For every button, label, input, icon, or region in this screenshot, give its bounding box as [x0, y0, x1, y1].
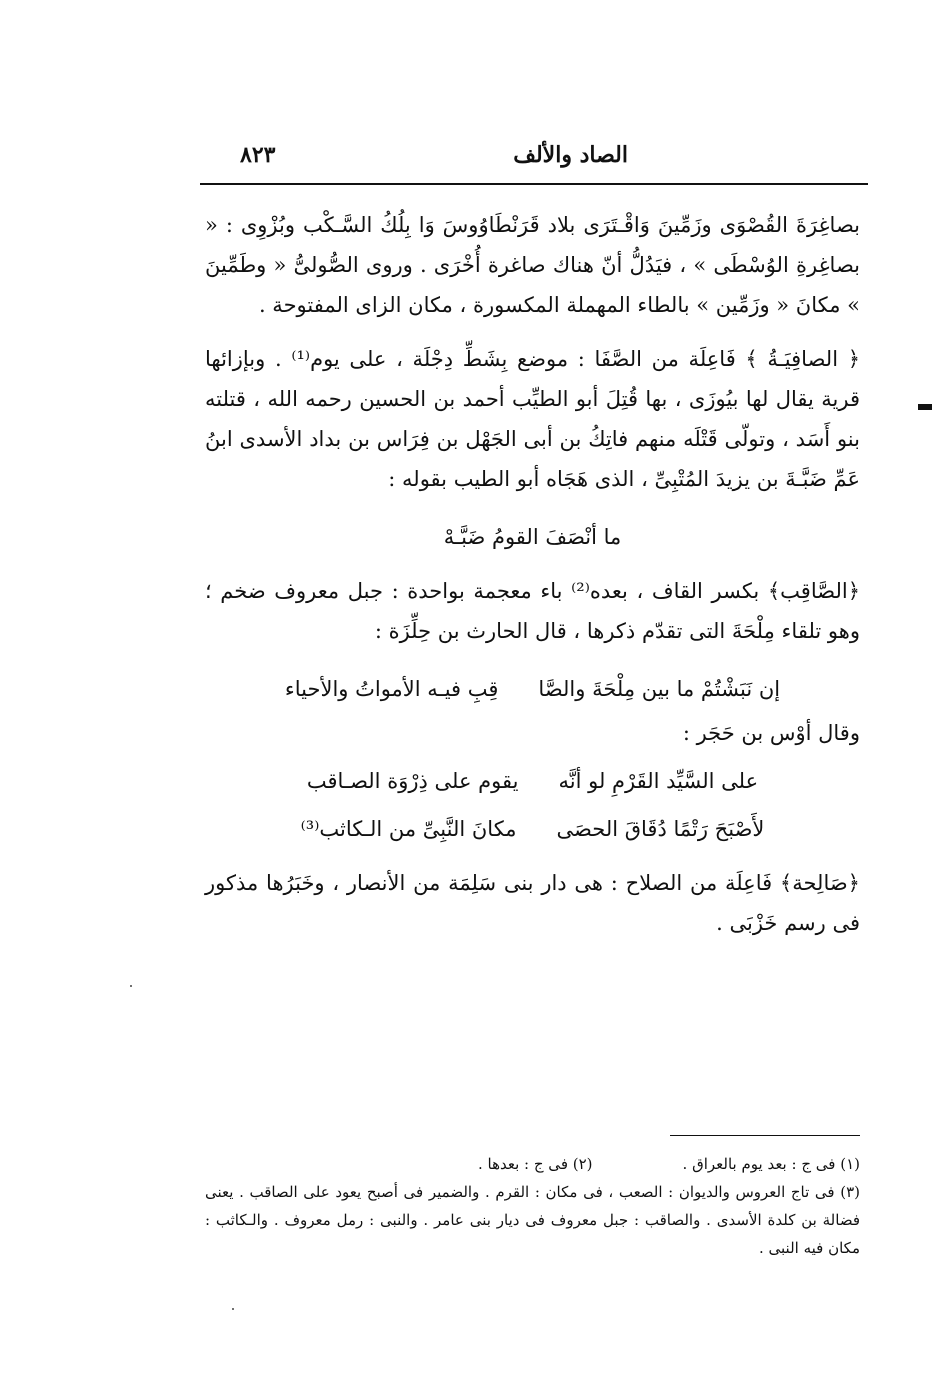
- verse-4-second-hemistich: مكانَ النَّبِىِّ من الـكاثب⁽³⁾: [300, 817, 517, 841]
- running-title: الصاد والألف: [513, 142, 628, 168]
- header-rule: [200, 183, 868, 185]
- verse-2-first-hemistich: إن نَبَشْتُمْ ما بين مِلْحَةَ والصَّا: [538, 677, 781, 701]
- footnote-row-1: [205, 1150, 860, 1178]
- page-number: ٨٢٣: [240, 142, 276, 168]
- entry-saliha: ﴿صَالِحة﴾ فَاعِلَة من الصلاح : هى دار بنى سَلِمَة من الأنصار ، وخَبَرُها مذكور فى رسم خَزْبَى .: [205, 871, 860, 935]
- footnote-1: (١) فى ج : بعد يوم بالعراق .: [682, 1155, 860, 1173]
- verse-3: [205, 757, 860, 805]
- footnote-2: (٢) فى ج : بعدها .: [477, 1155, 593, 1173]
- main-text: [205, 205, 860, 957]
- paragraph-aws: وقال أوْس بن حَجَر :: [682, 721, 860, 745]
- margin-mark: [918, 404, 932, 410]
- verse-3-first-hemistich: على السَّيِّد القَرْمِ لو أنَّه: [558, 769, 759, 793]
- verse-4: [205, 805, 860, 853]
- footnotes: [205, 1150, 860, 1262]
- page-header: [200, 140, 868, 182]
- scan-speck: [232, 1308, 234, 1310]
- verse-2: [205, 665, 860, 713]
- verse-2-second-hemistich: قِبِ فيـه الأمواتُ والأحياء: [284, 677, 499, 701]
- verse-4-first-hemistich: لأَصْبَحَ رَتْمًا دُقَاقَ الحصَى: [556, 817, 765, 841]
- paragraph-1: بصاغِرَةَ القُصْوَى وزَمِّينَ وَاقْـتَرَى بلاد قَرَنْطَاوُوسَ وَا بِلُكُ السَّـكْب وبُزْوِى : « بصاغِرةِ الوُسْطَى » ، فيَدُلُّ أنّ هناك صاغرة أُخْرَى . وروى الصُّولىُّ « وطَمِّينَ » مكانَ « وزَمِّين » بالطاء المهملة المكسورة ، مكان الزاى المفتوحة .: [205, 213, 860, 317]
- verse-3-second-hemistich: يقوم على ذِرْوَة الصـاقب: [306, 769, 519, 793]
- scan-speck: [130, 985, 132, 987]
- verse-1: [205, 513, 860, 561]
- footnote-3: (٣) فى تاج العروس والديوان : الصعب ، فى مكان : القرم . والضمير فى أصبح يعود على الصاقب . يعنى فضالة بن كلدة الأسدى . والصاقب : جبل معروف فى ديار بنى عامر . والنبى : رمل معروف . والـكاثب : مكان فيه النبى .: [205, 1183, 860, 1257]
- entry-saqib: ﴿الصَّاقِب﴾ بكسر القاف ، بعده⁽²⁾ باء معجمة بواحدة : جبل معروف ضخم ؛ وهو تلقاء مِلْحَةَ التى تقدّم ذكرها ، قال الحارث بن حِلِّزَة :: [205, 579, 860, 643]
- verse-1-line: ما أنْصَفَ القومُ ضَبَّـهْ: [443, 525, 622, 549]
- footnote-rule: [670, 1135, 860, 1136]
- entry-safiya: ﴿ الصافِيَـةُ ﴾ فَاعِلَة من الصَّفَا : موضع بِشَطِّ دِجْلَة ، على يوم⁽¹⁾ . وبإزائها قرية يقال لها بيُوزَى ، بها قُتِلَ أبو الطيِّب أحمد بن الحسين رحمه الله ، قتلته بنو أَسَد ، وتولّى قَتْلَه منهم فاتِكُ بن أبى الجَهْل بن فِرَاس بن بداد الأسدى ابنُ عَمِّ ضَبَّـةَ بن يزيدَ المُتْبِىِّ ، الذى هَجَاه أبو الطيب بقوله :: [205, 347, 861, 491]
